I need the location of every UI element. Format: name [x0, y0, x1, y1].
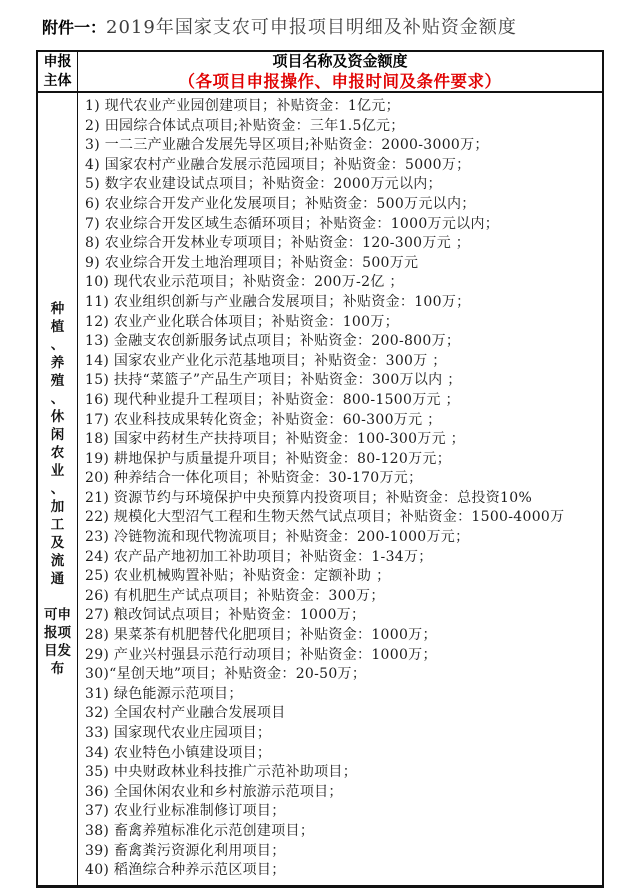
- project-item: 4) 国家农村产业融合发展示范园项目；补贴资金：5000万；: [85, 156, 471, 173]
- table-header-row: [38, 52, 602, 93]
- project-item: 35) 中央财政林业科技推广示范补助项目；: [85, 764, 358, 781]
- project-item: 32) 全国农村产业融合发展项目: [85, 705, 286, 722]
- subject-categories-vertical-text: 种植、养殖、休闲农业、加工及流通: [50, 301, 65, 587]
- project-column-header: [78, 52, 602, 91]
- project-item: 7) 农业综合开发区域生态循环项目；补贴资金：1000万元以内；: [85, 215, 500, 232]
- project-item: 22) 规模化大型沼气工程和生物天然气试点项目；补贴资金：1500-4000万: [85, 509, 565, 526]
- project-item: 8) 农业综合开发林业专项项目；补贴资金：120-300万元 ；: [85, 235, 471, 252]
- subject-column-header: 申报主体: [38, 52, 78, 91]
- project-item: 10) 现代农业示范项目；补贴资金：200万-2亿 ；: [85, 274, 404, 291]
- project-item: 14) 国家农业产业化示范基地项目；补贴资金：300万 ；: [85, 352, 447, 369]
- project-item: 30)“星创天地”项目；补贴资金：20-50万；: [85, 666, 367, 683]
- project-item: 6) 农业综合开发产业化发展项目；补贴资金：500万元以内；: [85, 195, 476, 212]
- project-item: 40) 稻渔综合种养示范区项目；: [85, 862, 286, 879]
- subject-note-vertical-text: 可申报项目发布: [44, 607, 71, 677]
- project-item: 23) 冷链物流和现代物流项目；补贴资金：200-1000万元；: [85, 529, 470, 546]
- project-list: [78, 93, 602, 885]
- project-item: 9) 农业综合开发土地治理项目；补贴资金：500万元: [85, 254, 419, 271]
- page-title: [42, 13, 517, 39]
- project-item: 13) 金融支农创新服务试点项目；补贴资金：200-800万；: [85, 333, 461, 350]
- project-item: 38) 畜禽养殖标准化示范创建项目；: [85, 822, 315, 839]
- project-item: 27) 粮改饲试点项目；补贴资金：1000万；: [85, 607, 366, 624]
- project-item: 29) 产业兴村强县示范行动项目；补贴资金：1000万；: [85, 646, 437, 663]
- projects-table: [36, 50, 604, 888]
- project-item: 31) 绿色能源示范项目；: [85, 685, 243, 702]
- project-item: 12) 农业产业化联合体项目；补贴资金：100万；: [85, 313, 399, 330]
- project-item: 24) 农产品产地初加工补助项目；补贴资金：1-34万；: [85, 548, 433, 565]
- subject-cell: [38, 93, 78, 885]
- project-item: 34) 农业特色小镇建设项目；: [85, 744, 272, 761]
- project-item: 16) 现代种业提升工程项目；补贴资金：800-1500万元 ；: [85, 391, 460, 408]
- project-item: 1) 现代农业产业园创建项目；补贴资金：1亿元；: [85, 98, 400, 114]
- project-item: 20) 种养结合一体化项目；补贴资金：30-170万元；: [85, 470, 423, 487]
- project-item: 39) 畜禽粪污资源化利用项目；: [85, 842, 286, 859]
- project-item: 18) 国家中药材生产扶持项目；补贴资金：100-300万元 ；: [85, 431, 465, 448]
- project-item: 36) 全国休闲农业和乡村旅游示范项目；: [85, 783, 343, 800]
- project-item: 25) 农业机械购置补贴；补贴资金：定额补助 ；: [85, 568, 391, 585]
- project-item: 17) 农业科技成果转化资金；补贴资金：60-300万元 ；: [85, 411, 442, 428]
- project-item: 3) 一二三产业融合发展先导区项目;补贴资金：2000-3000万；: [85, 137, 489, 154]
- project-item: 15) 扶持“菜篮子”产品生产项目；补贴资金：300万以内 ；: [85, 372, 462, 389]
- table-body-row: [38, 93, 602, 885]
- project-item: 19) 耕地保护与质量提升项目；补贴资金：80-120万元；: [85, 450, 451, 467]
- project-item: 21) 资源节约与环境保护中央预算内投资项目；补贴资金：总投资10%: [85, 489, 533, 506]
- project-header-title: 项目名称及资金额度: [272, 51, 408, 70]
- project-item: 11) 农业组织创新与产业融合发展项目；补贴资金：100万；: [85, 293, 471, 310]
- page-title-text: 2019年国家支农可申报项目明细及补贴资金额度: [106, 17, 517, 38]
- project-item: 26) 有机肥生产试点项目；补贴资金：300万；: [85, 587, 385, 604]
- project-item: 33) 国家现代农业庄园项目；: [85, 725, 272, 741]
- project-header-subtitle: （各项目申报操作、申报时间及条件要求）: [178, 71, 502, 91]
- project-item: 2) 田园综合体试点项目;补贴资金：三年1.5亿元；: [85, 117, 405, 134]
- project-item: 37) 农业行业标准制修订项目；: [85, 803, 286, 820]
- project-item: 28) 果菜茶有机肥替代化肥项目；补贴资金：1000万；: [85, 627, 437, 644]
- attachment-label: 附件一：: [42, 18, 107, 37]
- project-item: 5) 数字农业建设试点项目；补贴资金：2000万元以内；: [85, 176, 442, 193]
